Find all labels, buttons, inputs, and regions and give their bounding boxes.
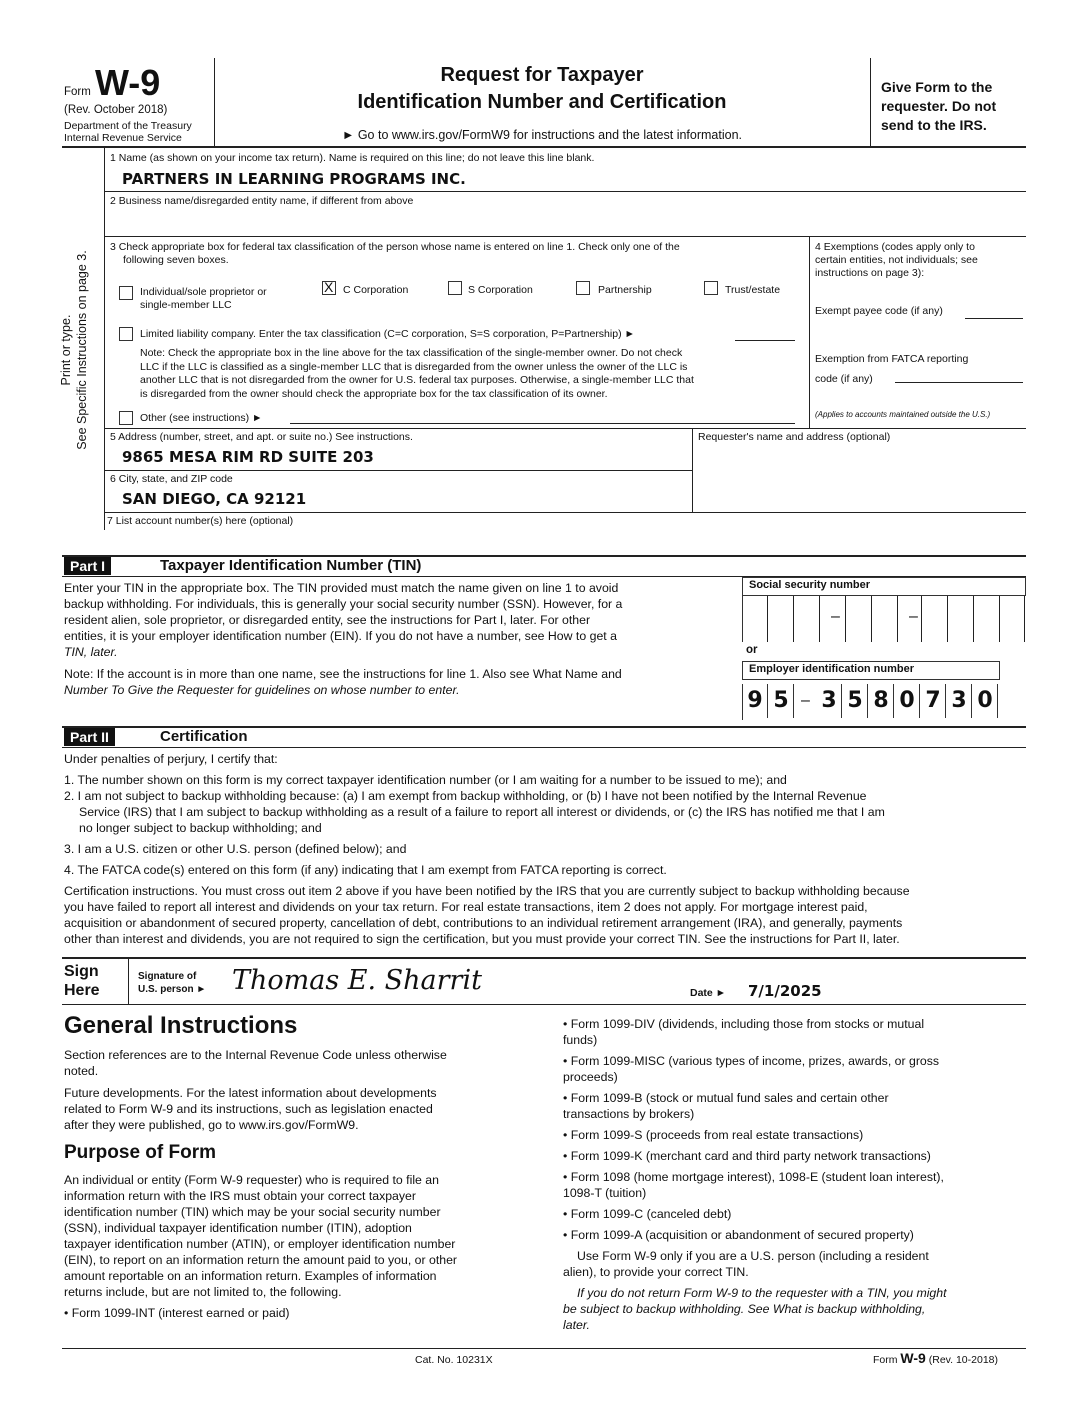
tin-instructions: Enter your TIN in the appropriate box. The TIN provided must match the name given on line 1 to avoid backup withholding. For individuals, this is generally your social security number (SSN). However, for a resident alien, sole proprietor, or disregarded entity, see the instructions for Part I, later. For other entities, it is your employer identification number (EIN). If you do not have a number, see How to get a TIN, later. [64,581,623,659]
line3-label: 3 Check appropriate box for federal tax classification of the person whose name is entered on line 1. Check only one of the following seven boxes. [110,241,680,266]
form-name: W-9 [95,62,161,103]
ein-header: Employer identification number [742,661,1000,680]
name-field[interactable]: PARTNERS IN LEARNING PROGRAMS INC. [122,170,466,188]
give-form-note: Give Form to the requester. Do not send to the IRS. [881,79,997,133]
part2-title: Certification [160,728,248,745]
goto-instructions: ► Go to www.irs.gov/FormW9 for instructions and the latest information. [341,128,743,142]
signature-label: Signature of U.S. person ► [138,971,207,995]
purpose-text: An individual or entity (Form W-9 requester) who is required to file an information return with the IRS must obtain your correct taxpayer identification number (TIN) which may be your social security number (SSN), individual taxpayer identification number (ITIN), adoption taxpayer identification number (ATIN), or employer identification number (EIN), to report on an information return the amount paid to you, or other amount reportable on an information return. Examples of information returns include, but are not limited to, the following. • Form 1099-INT (interest earned or paid) [64,1173,458,1320]
llc-note: Note: Check the appropriate box in the line above for the tax classification of the single-member owner. Do not check LLC if the LLC is classified as a single-member LLC that is disregarded from the owner unless the owner of the LLC is another LLC that is not disregarded from the owner for U.S. federal tax purposes. Otherwise, a single-member LLC that is disregarded from the owner should check the appropriate box for the tax classification of its owner. [140,347,694,400]
signature[interactable]: Thomas E. Sharrit [232,965,482,996]
c-corp-label: C Corporation [343,284,409,296]
fatca-label: Exemption from FATCA reporting code (if any) [815,353,969,385]
purpose-title: Purpose of Form [64,1142,217,1163]
part1-title: Taxpayer Identification Number (TIN) [160,557,422,574]
footer-form: Form W-9 (Rev. 10-2018) [873,1350,998,1366]
other-label: Other (see instructions) ► [140,412,263,424]
address-field[interactable]: 9865 MESA RIM RD SUITE 203 [122,448,374,466]
line6-label: 6 City, state, and ZIP code [110,473,233,485]
ein-digit: 7 [921,684,946,718]
ssn-field[interactable]: – – [742,596,1025,642]
form-word: Form [64,86,91,98]
line5-label: 5 Address (number, street, and apt. or suite no.) See instructions. [110,431,413,443]
future-developments: Future developments. For the latest information about developments related to Form W-9 and its instructions, such as legislation enacted after they were published, go to www.irs.gov/FormW9. [64,1086,437,1132]
partnership-label: Partnership [598,284,652,296]
exempt-payee-label: Exempt payee code (if any) [815,305,943,317]
llc-checkbox[interactable] [119,327,133,341]
department: Department of the Treasury [64,120,192,132]
trust-checkbox[interactable] [704,281,718,295]
individual-checkbox[interactable] [119,286,133,300]
part2-label: Part II [64,728,115,746]
fatca-applies-note: (Applies to accounts maintained outside the U.S.) [815,410,991,419]
partnership-checkbox[interactable] [576,281,590,295]
side-instructions: Print or type. See Specific Instructions on page 3. [59,250,89,450]
exemptions-label: 4 Exemptions (codes apply only to certain entities, not individuals; see instructions on page 3): [815,241,978,279]
s-corp-checkbox[interactable] [448,281,462,295]
individual-label: Individual/sole proprietor or single-member LLC [140,286,267,311]
ein-digit: 3 [817,684,842,718]
ein-digit: 3 [947,684,972,718]
line7-label: 7 List account number(s) here (optional) [107,515,294,527]
ein-digit: 8 [869,684,894,718]
sign-here-label: Sign Here [64,963,100,999]
revision: (Rev. October 2018) [64,104,168,116]
llc-label: Limited liability company. Enter the tax classification (C=C corporation, S=S corporation, P=Partnership) ► [140,328,635,340]
line1-label: 1 Name (as shown on your income tax return). Name is required on this line; do not leave this line blank. [110,152,595,164]
trust-label: Trust/estate [725,284,781,296]
c-corp-checkbox[interactable]: X [322,281,336,295]
city-field[interactable]: SAN DIEGO, CA 92121 [122,490,307,508]
ein-digit: 0 [973,684,998,718]
ein-digit: 9 [743,684,768,718]
part1-label: Part I [64,557,111,575]
ssn-header: Social security number [742,577,1026,596]
ein-digit: 0 [895,684,920,718]
general-instructions-title: General Instructions [64,1012,298,1039]
line2-label: 2 Business name/disregarded entity name, if different from above [110,195,414,207]
other-checkbox[interactable] [119,411,133,425]
catalog-number: Cat. No. 10231X [415,1354,493,1366]
or-label: or [746,644,758,656]
s-corp-label: S Corporation [468,284,533,296]
tin-note: Note: If the account is in more than one name, see the instructions for line 1. Also see What Name and Number To Give the Requester for guidelines on whose number to enter. [64,667,622,697]
title-line2: Identification Number and Certification [357,91,727,113]
section-references: Section references are to the Internal Revenue Code unless otherwise noted. [64,1048,447,1078]
ein-digit: 5 [769,684,794,718]
certification-text: Under penalties of perjury, I certify that: 1. The number shown on this form is my correct taxpayer identification number (or I am waiting for a number to be issued to me); and 2. I am not subject to backup withholding because: (a) I am exempt from backup withholding, or (b) I have not been notified by the Internal Revenue Service (IRS) that I am subject to backup withholding as a result of a failure to report all interest or dividends, or (c) the IRS has notified me that I am no longer subject to backup withholding; and 3. I am a U.S. citizen or other U.S. person (defined below); and 4. The FATCA code(s) entered on this form (if any) indicating that I am exempt from FATCA reporting is correct. Certification instructions. You must cross out item 2 above if you have been notified by the IRS that you are currently subject to backup withholding because you have failed to report all interest and dividends on your tax return. For real estate transactions, item 2 does not apply. For mortgage interest paid, acquisition or abandonment of secured property, cancellation of debt, contributions to an individual retirement arrangement (IRA), and generally, payments other than interest and dividends, you are not required to sign the certification, but you must provide your correct TIN. See the instructions for Part II, later. [64,752,910,946]
date-label: Date ► [690,987,727,999]
requester-label: Requester's name and address (optional) [698,431,891,443]
title-line1: Request for Taxpayer [440,64,644,86]
ein-field[interactable]: 9 5 – 3 5 8 0 7 3 0 [742,684,999,720]
ein-digit: 5 [843,684,868,718]
date-field[interactable]: 7/1/2025 [748,982,822,1000]
form-list: • Form 1099-DIV (dividends, including those from stocks or mutual funds) • Form 1099-MISC (various types of income, prizes, awards, or gross proceeds) • Form 1099-B (stock or mutual fund sales and certain other transactions by brokers) • Form 1099-S (proceeds from real estate transactions) • Form 1099-K (merchant card and third party network transactions) • Form 1098 (home mortgage interest), 1098-E (student loan interest), 1098-T (tuition) • Form 1099-C (canceled debt) • Form 1099-A (acquisition or abandonment of secured property) Use Form W-9 only if you are a U.S. person (including a resident alien), to provide your correct TIN. If you do not return Form W-9 to the requester with a TIN, you might be subject to backup withholding. See What is backup withholding, later. [563,1017,947,1332]
irs-service: Internal Revenue Service [64,132,182,144]
